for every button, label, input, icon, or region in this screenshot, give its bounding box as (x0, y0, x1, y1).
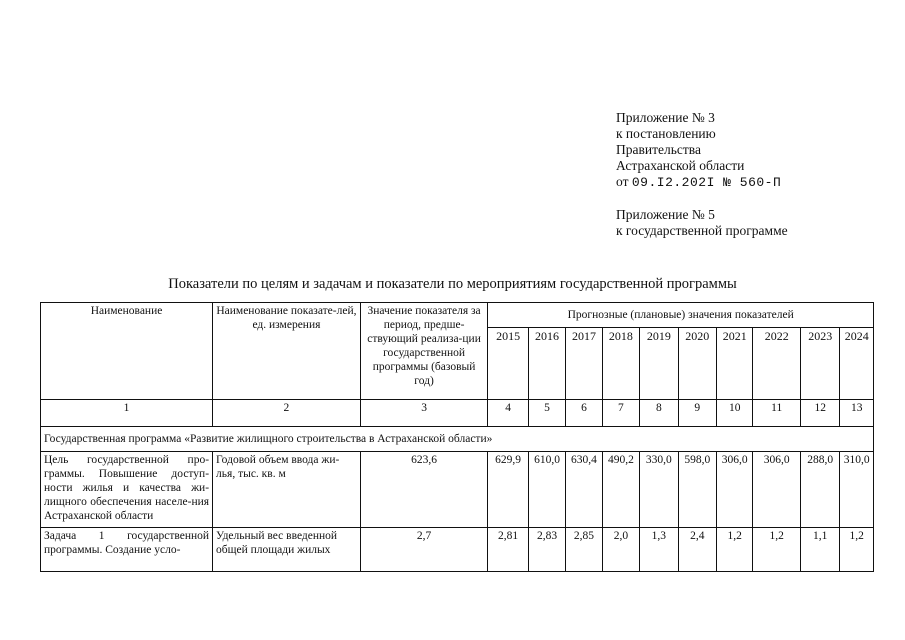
table-row (41, 528, 874, 572)
appendix-line: Астраханской области (616, 158, 745, 173)
row-indicator: Годовой объем ввода жи-лья, тыс. кв. м (213, 452, 361, 528)
row-value: 2,85 (566, 528, 602, 572)
row-name: Цель государственной про-граммы. Повышение доступ-ности жилья и качества жи-лищного обеспечения населе-ния Астраханской области (41, 452, 213, 528)
column-number: 7 (602, 400, 639, 427)
appendix-date-line (616, 174, 788, 191)
row-value: 306,0 (717, 452, 753, 528)
table-row (41, 452, 874, 528)
indicators-table (40, 302, 874, 572)
row-base-value: 2,7 (360, 528, 488, 572)
row-value: 1,2 (753, 528, 801, 572)
column-number: 2 (213, 400, 361, 427)
row-value: 306,0 (753, 452, 801, 528)
year-cell: 2023 (801, 328, 840, 400)
appendix-line: Приложение № 3 (616, 110, 715, 125)
year-cell: 2020 (678, 328, 716, 400)
row-value: 2,81 (488, 528, 528, 572)
column-number: 13 (840, 400, 874, 427)
row-value: 1,2 (717, 528, 753, 572)
row-value: 2,4 (678, 528, 716, 572)
column-number: 4 (488, 400, 528, 427)
row-value: 598,0 (678, 452, 716, 528)
column-number: 8 (640, 400, 678, 427)
header-base-value: Значение показателя за период, предше-ствующий реализа-ции государственной программы (базовый год) (360, 303, 488, 400)
program-row (41, 427, 874, 452)
column-number: 6 (566, 400, 602, 427)
spacer (616, 191, 788, 207)
year-cell: 2021 (717, 328, 753, 400)
row-value: 630,4 (566, 452, 602, 528)
row-value: 1,3 (640, 528, 678, 572)
column-number: 1 (41, 400, 213, 427)
program-title-cell: Государственная программа «Развитие жилищного строительства в Астраханской области» (41, 427, 874, 452)
header-name: Наименование (41, 303, 213, 400)
column-number: 12 (801, 400, 840, 427)
appendix-line: Приложение № 5 (616, 207, 715, 222)
year-cell: 2016 (528, 328, 565, 400)
row-value: 490,2 (602, 452, 639, 528)
appendix-block (616, 110, 788, 239)
from-label: от (616, 174, 629, 189)
row-value: 2,0 (602, 528, 639, 572)
column-number: 10 (717, 400, 753, 427)
row-value: 1,1 (801, 528, 840, 572)
column-number: 5 (528, 400, 565, 427)
column-number: 3 (360, 400, 488, 427)
year-cell: 2017 (566, 328, 602, 400)
header-forecast: Прогнозные (плановые) значения показателей (488, 303, 874, 328)
row-indicator: Удельный вес введенной общей площади жилых (213, 528, 361, 572)
row-value: 1,2 (840, 528, 874, 572)
document-title: Показатели по целям и задачам и показатели по мероприятиям государственной программы (168, 276, 737, 292)
year-cell: 2024 (840, 328, 874, 400)
row-value: 610,0 (528, 452, 565, 528)
row-name: Задача 1 государственной программы. Создание усло- (41, 528, 213, 572)
column-numbers-row (41, 400, 874, 427)
appendix-line: к государственной программе (616, 223, 788, 238)
header-indicator: Наименование показате-лей, ед. измерения (213, 303, 361, 400)
row-value: 288,0 (801, 452, 840, 528)
year-cell: 2015 (488, 328, 528, 400)
row-value: 310,0 (840, 452, 874, 528)
row-value: 629,9 (488, 452, 528, 528)
handwritten-date-number: 09.I2.202I № 560-П (631, 175, 782, 190)
row-value: 330,0 (640, 452, 678, 528)
year-cell: 2022 (753, 328, 801, 400)
column-number: 11 (753, 400, 801, 427)
row-base-value: 623,6 (360, 452, 488, 528)
year-cell: 2018 (602, 328, 639, 400)
appendix-line: к постановлению (616, 126, 716, 141)
column-number: 9 (678, 400, 716, 427)
header-row (41, 303, 874, 328)
row-value: 2,83 (528, 528, 565, 572)
appendix-line: Правительства (616, 142, 701, 157)
year-cell: 2019 (640, 328, 678, 400)
